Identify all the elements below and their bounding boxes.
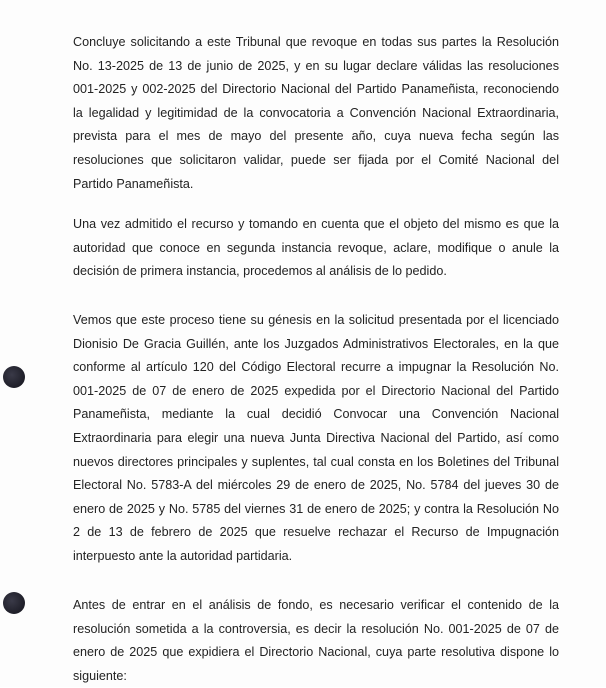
binder-hole-icon (3, 592, 25, 614)
binder-hole-icon (3, 366, 25, 388)
paragraph-admission: Una vez admitido el recurso y tomando en cuenta que el objeto del mismo es que la autoridad que conoce en segunda instancia revoque, aclare, modifique o anule la decisión de primera instancia, procedemos al análisis de lo pedido. (73, 217, 559, 279)
paragraph-process-genesis: Vemos que este proceso tiene su génesis en la solicitud presentada por el licenciado Dionisio De Gracia Guillén, ante los Juzgados Administrativos Electorales, en la que conforme al artículo 120 del Código Electoral recurre a impugnar la Resolución No. 001-2025 de 07 de enero de 2025 expedida por el Directorio Nacional del Partido Panameñista, mediante la cual decidió Convocar una Convención Nacional Extraordinaria para elegir una nueva Junta Directiva Nacional del Partido, así como nuevos directores principales y suplentes, tal cual consta en los Boletines del Tribunal Electoral No. 5783-A del miércoles 29 de enero de 2025, No. 5784 del jueves 30 de enero de 2025 y No. 5785 del viernes 31 de enero de 2025; y contra la Resolución No 2 de 13 de febrero de 2025 que resuelve rechazar el Recurso de Impugnación interpuesto ante la autoridad partidaria. (73, 313, 559, 563)
paragraph-content-verification: Antes de entrar en el análisis de fondo, es necesario verificar el contenido de la resolución sometida a la controversia, es decir la resolución No. 001-2025 de 07 de enero de 2025 que expidiera el Directorio Nacional, cuya parte resolutiva dispone lo siguiente: (73, 598, 559, 683)
paragraph-conclusion-request: Concluye solicitando a este Tribunal que revoque en todas sus partes la Resolución No. 13-2025 de 13 de junio de 2025, y en su lugar declare válidas las resoluciones 001-2025 y 002-2025 del Directorio Nacional del Partido Panameñista, reconociendo la legalidad y legitimidad de la convocatoria a Convención Nacional Extraordinaria, prevista para el mes de mayo del presente año, cuya nueva fecha según las resoluciones que solicitaron validar, puede ser fijada por el Comité Nacional del Partido Panameñista. (73, 35, 559, 191)
